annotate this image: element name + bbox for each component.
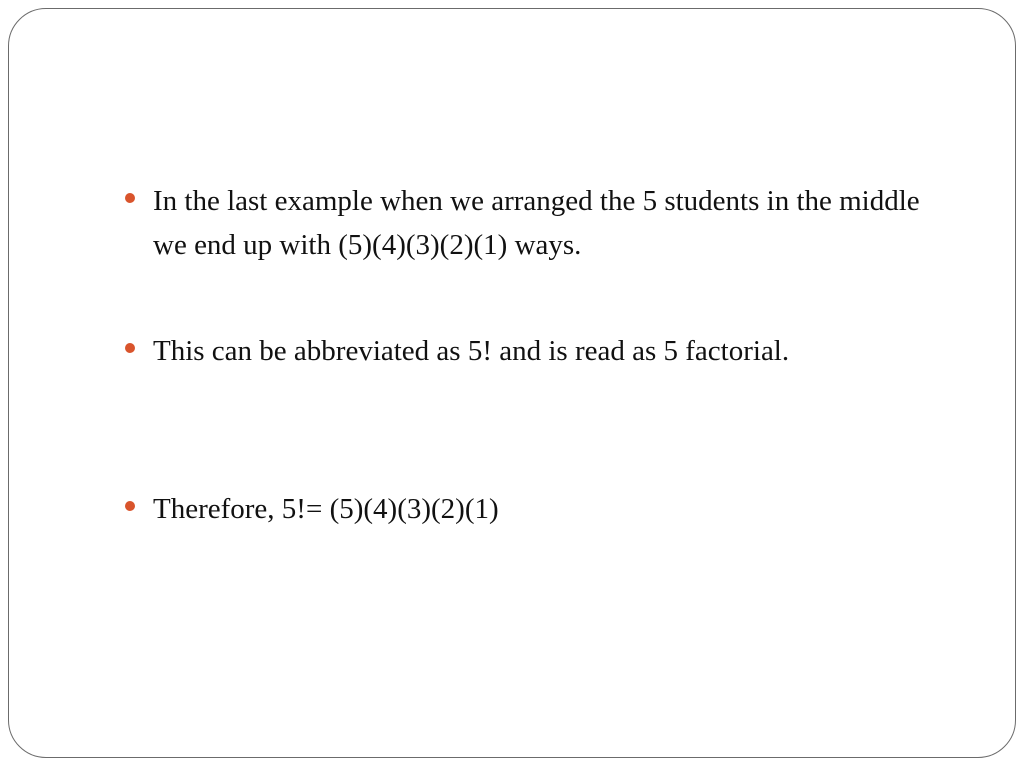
bullet-dot-icon [125,501,135,511]
bullet-dot-icon [125,343,135,353]
bullet-item [119,179,939,267]
bullet-text: In the last example when we arranged the 5 students in the middle we end up with (5)(4)(3)(2)(1) ways. [153,185,920,261]
bullet-text: Therefore, 5!= (5)(4)(3)(2)(1) [153,493,499,525]
slide-frame [8,8,1016,758]
bullet-text: This can be abbreviated as 5! and is read as 5 factorial. [153,335,790,367]
bullet-item [119,487,939,531]
bullet-dot-icon [125,193,135,203]
bullet-item [119,329,939,373]
bullet-list [119,179,939,531]
